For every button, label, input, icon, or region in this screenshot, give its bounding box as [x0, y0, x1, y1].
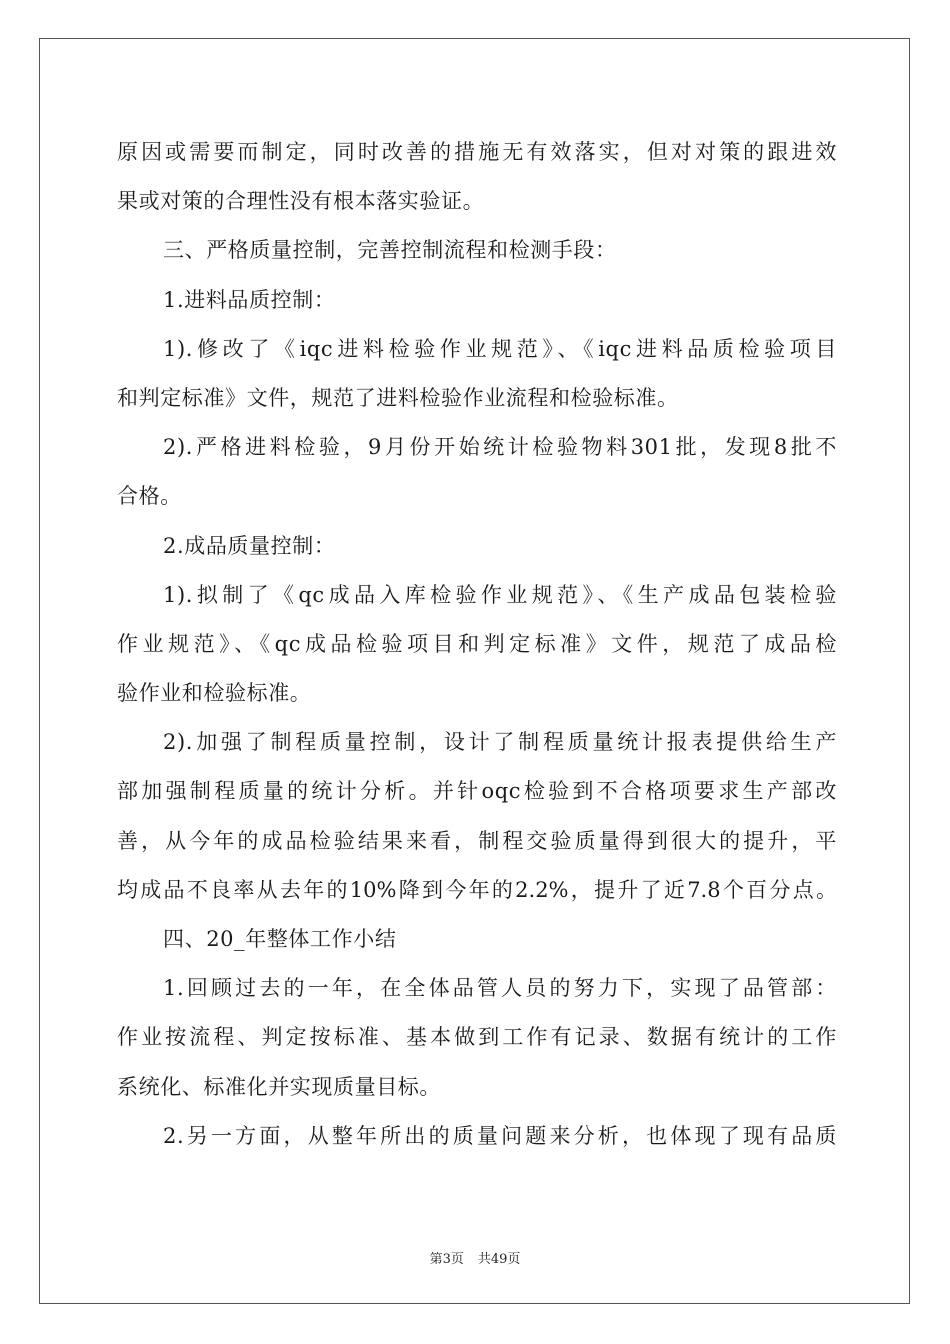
- paragraph-line: 果或对策的合理性没有根本落实验证。: [117, 189, 485, 214]
- paragraph-line: 1).拟制了《qc成品入库检验作业规范》、《生产成品包装检验: [163, 582, 837, 607]
- subsection-heading: 2.成品质量控制：: [163, 533, 336, 558]
- paragraph-line: 系统化、标准化并实现质量目标。: [117, 1074, 441, 1099]
- paragraph-line: 2).严格进料检验，9月份开始统计检验物料301批，发现8批不: [163, 435, 837, 460]
- paragraph-line: 作业规范》、《qc成品检验项目和判定标准》文件，规范了成品检: [117, 631, 837, 656]
- document-body: [117, 128, 837, 1161]
- paragraph-line: 合格。: [117, 484, 182, 509]
- paragraph-line: 作业按流程、判定按标准、基本做到工作有记录、数据有统计的工作: [117, 1025, 837, 1050]
- paragraph-line: 原因或需要而制定，同时改善的措施无有效落实，但对对策的跟进效: [117, 140, 837, 164]
- page-total: 共49页: [477, 1252, 521, 1267]
- paragraph-line: 2.另一方面，从整年所出的质量问题来分析，也体现了现有品质: [163, 1123, 837, 1148]
- paragraph-line: 均成品不良率从去年的10%降到今年的2.2%，提升了近7.8个百分点。: [117, 877, 837, 902]
- paragraph-line: 和判定标准》文件，规范了进料检验作业流程和检验标准。: [117, 385, 679, 410]
- section-heading: 四、20_年整体工作小结: [163, 927, 397, 951]
- paragraph-line: 善，从今年的成品检验结果来看，制程交验质量得到很大的提升，平: [117, 828, 837, 853]
- paragraph-line: 1).修改了《iqc进料检验作业规范》、《iqc进料品质检验项目: [163, 336, 837, 361]
- page-number: 第3页: [429, 1252, 464, 1267]
- paragraph-line: 部加强制程质量的统计分析。并针oqc检验到不合格项要求生产部改: [117, 779, 837, 804]
- section-heading: 三、严格质量控制，完善控制流程和检测手段：: [163, 238, 617, 263]
- subsection-heading: 1.进料品质控制：: [163, 287, 336, 312]
- paragraph-line: 1.回顾过去的一年，在全体品管人员的努力下，实现了品管部：: [163, 976, 837, 1001]
- page-footer: [0, 1248, 950, 1267]
- paragraph-line: 验作业和检验标准。: [117, 681, 312, 706]
- paragraph-line: 2).加强了制程质量控制，设计了制程质量统计报表提供给生产: [163, 730, 837, 755]
